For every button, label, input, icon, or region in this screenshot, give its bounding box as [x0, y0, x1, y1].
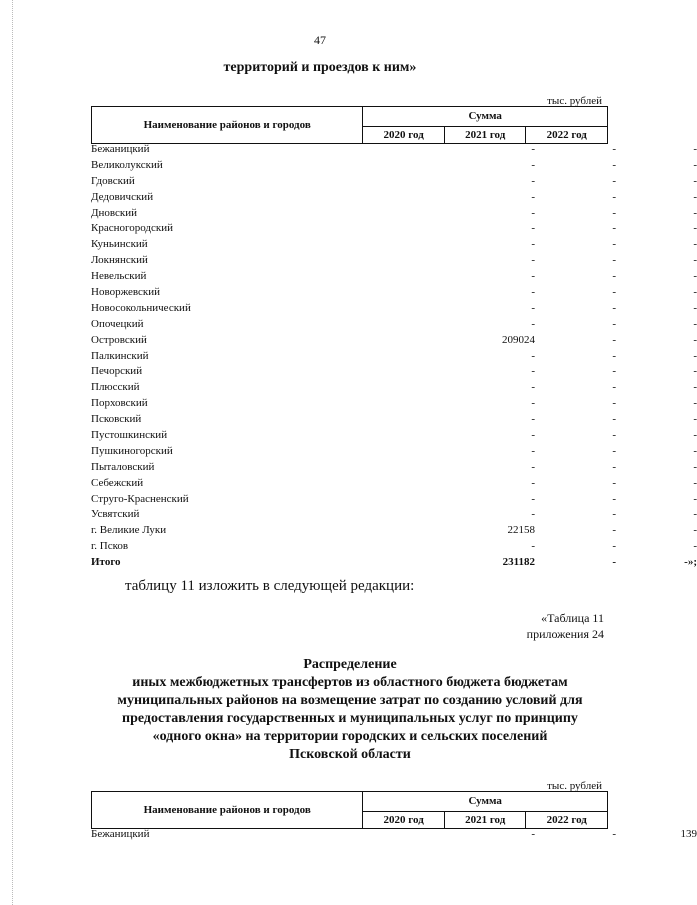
row-name: Бежаницкий: [91, 828, 150, 840]
section2-heading-line: муниципальных районов на возмещение затрат по созданию условий для: [117, 693, 583, 708]
header-sum-col: Сумма: [363, 107, 608, 127]
row-name: г. Великие Луки: [91, 524, 167, 537]
row-name: Плюсский: [91, 381, 140, 394]
value-2020: -: [531, 349, 535, 362]
row-name: г. Псков: [91, 540, 129, 553]
value-2020: 209024: [502, 333, 535, 346]
section1-table-header: [91, 106, 608, 144]
row-name: Пыталовский: [91, 460, 155, 473]
value-2020: -: [531, 365, 535, 378]
value-2020: -: [531, 444, 535, 457]
table-row: [91, 284, 697, 300]
value-2020: -: [531, 413, 535, 426]
scan-margin-line: [12, 0, 13, 905]
row-name: Новоржевский: [91, 286, 161, 299]
table-row: [91, 506, 697, 522]
value-2020: -: [531, 222, 535, 235]
value-2022: 139: [680, 828, 697, 840]
value-2020: -: [531, 476, 535, 489]
value-2022: -: [693, 286, 697, 299]
table-row: [91, 252, 697, 268]
value-2020: -: [531, 429, 535, 442]
header-sum-col: Сумма: [363, 792, 608, 812]
value-2022: -: [693, 381, 697, 394]
value-2021: -: [612, 238, 616, 251]
value-2022: -: [693, 317, 697, 330]
section2-table-body: [91, 826, 697, 842]
value-2021: -: [612, 174, 616, 187]
value-2020: -: [531, 254, 535, 267]
header-year-2020: 2020 год: [363, 811, 445, 828]
row-name: Дновский: [91, 206, 138, 219]
value-2022: -: [693, 476, 697, 489]
value-2021: -: [612, 397, 616, 410]
table-row: [91, 316, 697, 332]
value-2022: -: [693, 524, 697, 537]
section2-heading-line: Распределение: [303, 657, 397, 672]
table-row: [91, 157, 697, 173]
table-row: [91, 220, 697, 236]
value-2022: -: [693, 365, 697, 378]
value-2022: -: [693, 349, 697, 362]
value-2021: -: [612, 190, 616, 203]
table-row: [91, 491, 697, 507]
value-2020: -: [531, 317, 535, 330]
value-2021: -: [612, 413, 616, 426]
row-name: Порховский: [91, 397, 148, 410]
value-2021: -: [612, 254, 616, 267]
value-2022: -: [693, 460, 697, 473]
value-2022: -: [693, 540, 697, 553]
row-name: Бежаницкий: [91, 143, 150, 155]
section1-heading: территорий и проездов к ним»: [223, 60, 417, 75]
value-2021: -: [612, 286, 616, 299]
value-2021: -: [612, 429, 616, 442]
value-2020: -: [531, 828, 535, 840]
table-row: [91, 826, 697, 842]
table-row: [91, 443, 697, 459]
table-row: [91, 475, 697, 491]
header-year-2020: 2020 год: [363, 126, 445, 143]
header-name-col: Наименование районов и городов: [92, 792, 363, 829]
value-2020: -: [531, 238, 535, 251]
value-2021: -: [612, 349, 616, 362]
page-number: 47: [314, 33, 326, 47]
table-reference-line1: «Таблица 11: [541, 611, 604, 625]
value-2021: -: [612, 381, 616, 394]
row-name: Локнянский: [91, 254, 148, 267]
table-row: [91, 332, 697, 348]
table-row: [91, 173, 697, 189]
row-name: Себежский: [91, 476, 144, 489]
row-name: Палкинский: [91, 349, 149, 362]
table-row: [91, 205, 697, 221]
table-reference: [527, 610, 604, 642]
section2-heading-line: предоставления государственных и муниципальных услуг по принципу: [122, 711, 578, 726]
row-name: Опочецкий: [91, 317, 144, 330]
value-2022: -: [693, 429, 697, 442]
value-2021: -: [612, 460, 616, 473]
row-name: Печорский: [91, 365, 143, 378]
header-name-col: Наименование районов и городов: [92, 107, 363, 144]
row-name: Новосокольнический: [91, 301, 191, 314]
value-2020: -: [531, 206, 535, 219]
table-row: [91, 141, 697, 157]
value-2022: -: [693, 174, 697, 187]
table-row: [91, 538, 697, 554]
value-2022: -: [693, 190, 697, 203]
row-name: Пушкиногорский: [91, 444, 173, 457]
row-name: Гдовский: [91, 174, 135, 187]
row-name: Итого: [91, 556, 121, 569]
value-2021: -: [612, 508, 616, 521]
row-name: Красногородский: [91, 222, 174, 235]
value-2021: -: [612, 301, 616, 314]
row-name: Пустошкинский: [91, 429, 168, 442]
section2-units: тыс. рублей: [547, 780, 602, 792]
table-row: [91, 459, 697, 475]
value-2021: -: [612, 143, 616, 155]
row-name: Струго-Красненский: [91, 492, 189, 505]
row-name: Островский: [91, 333, 147, 346]
value-2021: -: [612, 158, 616, 171]
value-2021: -: [612, 222, 616, 235]
table-row: [91, 522, 697, 538]
section2-heading: [60, 656, 640, 764]
row-name: Усвятский: [91, 508, 140, 521]
amendment-paragraph: таблицу 11 изложить в следующей редакции:: [125, 578, 415, 594]
value-2022: -: [693, 270, 697, 283]
value-2022: -»;: [684, 556, 697, 569]
table-row: [91, 236, 697, 252]
table-reference-line2: приложения 24: [526, 627, 604, 641]
table-row: [91, 411, 697, 427]
value-2022: -: [693, 508, 697, 521]
value-2020: -: [531, 540, 535, 553]
value-2020: -: [531, 492, 535, 505]
value-2022: -: [693, 254, 697, 267]
value-2021: -: [612, 828, 616, 840]
table-row: [91, 427, 697, 443]
table-row: [91, 348, 697, 364]
value-2020: -: [531, 190, 535, 203]
header-year-2021: 2021 год: [444, 811, 526, 828]
value-2020: -: [531, 381, 535, 394]
value-2021: -: [612, 556, 616, 569]
table-row: [91, 300, 697, 316]
value-2020: -: [531, 158, 535, 171]
section2-heading-line: «одного окна» на территории городских и сельских поселений: [152, 729, 548, 744]
header-year-2022: 2022 год: [526, 126, 608, 143]
value-2022: -: [693, 222, 697, 235]
value-2020: -: [531, 286, 535, 299]
value-2021: -: [612, 476, 616, 489]
value-2021: -: [612, 270, 616, 283]
value-2021: -: [612, 540, 616, 553]
value-2022: -: [693, 206, 697, 219]
row-name: Псковский: [91, 413, 142, 426]
value-2022: -: [693, 413, 697, 426]
value-2020: -: [531, 460, 535, 473]
value-2021: -: [612, 333, 616, 346]
value-2021: -: [612, 317, 616, 330]
table-row: [91, 363, 697, 379]
value-2022: -: [693, 238, 697, 251]
value-2022: -: [693, 143, 697, 155]
value-2021: -: [612, 492, 616, 505]
row-name: Дедовичский: [91, 190, 154, 203]
section2-heading-line: Псковской области: [289, 747, 411, 762]
value-2021: -: [612, 524, 616, 537]
value-2020: 22158: [507, 524, 535, 537]
table-row: [91, 395, 697, 411]
section2-heading-line: иных межбюджетных трансфертов из областного бюджета бюджетам: [132, 675, 568, 690]
value-2022: -: [693, 158, 697, 171]
row-name: Куньинский: [91, 238, 148, 251]
value-2022: -: [693, 301, 697, 314]
total-row: [91, 554, 697, 570]
value-2020: -: [531, 508, 535, 521]
value-2022: -: [693, 333, 697, 346]
value-2020: 231182: [502, 556, 535, 569]
value-2020: -: [531, 174, 535, 187]
value-2022: -: [693, 492, 697, 505]
section1-table-body: [91, 141, 697, 570]
value-2020: -: [531, 301, 535, 314]
value-2020: -: [531, 270, 535, 283]
value-2021: -: [612, 206, 616, 219]
value-2020: -: [531, 397, 535, 410]
value-2021: -: [612, 444, 616, 457]
header-year-2022: 2022 год: [526, 811, 608, 828]
value-2021: -: [612, 365, 616, 378]
table-row: [91, 189, 697, 205]
header-year-2021: 2021 год: [444, 126, 526, 143]
value-2022: -: [693, 444, 697, 457]
row-name: Невельский: [91, 270, 147, 283]
section2-table-header: [91, 791, 608, 829]
value-2022: -: [693, 397, 697, 410]
table-row: [91, 268, 697, 284]
value-2020: -: [531, 143, 535, 155]
section1-units: тыс. рублей: [547, 95, 602, 107]
table-row: [91, 379, 697, 395]
row-name: Великолукский: [91, 158, 163, 171]
